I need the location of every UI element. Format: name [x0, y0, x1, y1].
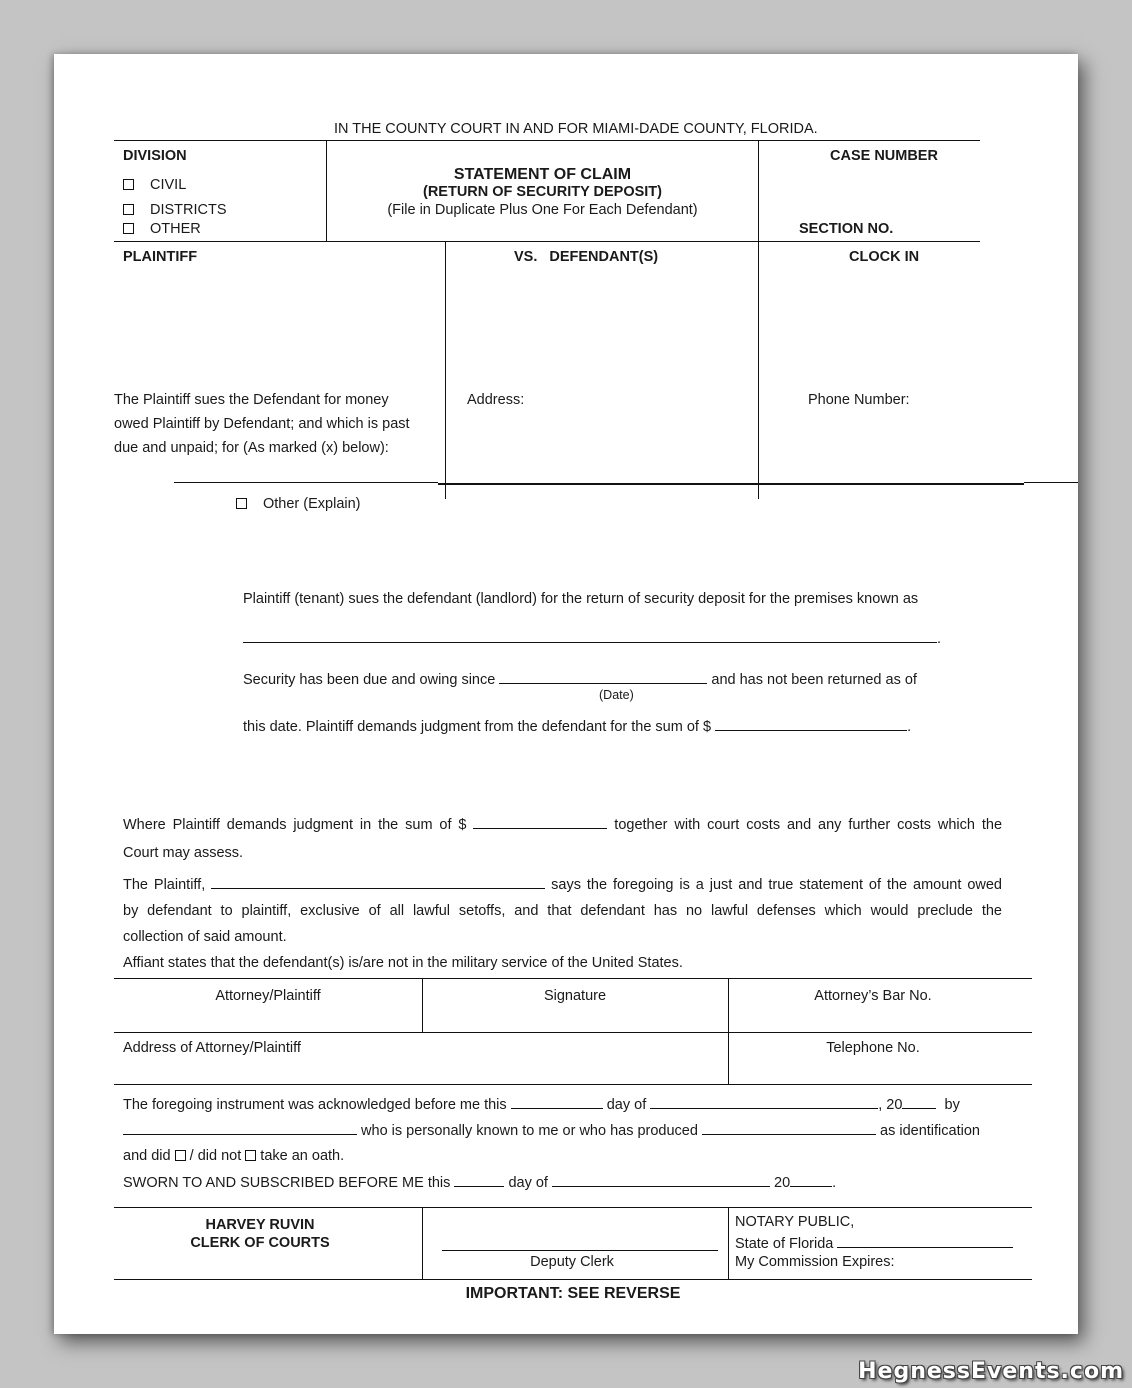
notary-line-1: The foregoing instrument was acknowledged before me this day of , 20 by	[123, 1097, 960, 1113]
demand-line-2: Court may assess.	[123, 845, 244, 861]
sworn-month-field[interactable]	[552, 1174, 770, 1187]
rule	[114, 241, 980, 242]
notary-line-3: and did / did not take an oath.	[123, 1148, 345, 1164]
notary-public-label: NOTARY PUBLIC,	[735, 1214, 855, 1230]
ack-month-field[interactable]	[650, 1096, 878, 1109]
division-label: DIVISION	[123, 148, 187, 164]
division-other[interactable]: OTHER	[123, 221, 201, 238]
date-field[interactable]	[499, 671, 707, 684]
plaintiff-label: PLAINTIFF	[123, 249, 198, 265]
phone-label: Phone Number:	[808, 392, 910, 408]
sues-text-1: The Plaintiff sues the Defendant for money	[114, 392, 389, 408]
claim-line-3: Security has been due and owing since and has not been returned as of	[243, 672, 917, 688]
plaintiff-line-1: The Plaintiff, says the foregoing is a just and true statement of the amount owed	[123, 877, 1002, 893]
telephone-label: Telephone No.	[826, 1040, 920, 1056]
checkbox-districts[interactable]	[123, 204, 134, 215]
clock-in-label: CLOCK IN	[849, 249, 920, 265]
bar-number-label: Attorney’s Bar No.	[814, 988, 932, 1004]
form-subtitle: (RETURN OF SECURITY DEPOSIT)	[423, 184, 662, 200]
deputy-signature-line[interactable]	[442, 1250, 718, 1251]
claim-line-1: Plaintiff (tenant) sues the defendant (landlord) for the return of security deposit for the premises known as	[243, 591, 919, 607]
premises-field[interactable]	[243, 630, 937, 643]
section-no-label: SECTION NO.	[799, 221, 894, 237]
rule	[174, 482, 438, 483]
important-notice: IMPORTANT: SEE REVERSE	[465, 1285, 681, 1302]
rule	[114, 1084, 1032, 1085]
checkbox-other[interactable]	[123, 223, 134, 234]
deputy-clerk-label: Deputy Clerk	[530, 1254, 614, 1270]
division-civil[interactable]: CIVIL	[123, 177, 186, 194]
checkbox-did-not[interactable]	[245, 1150, 256, 1161]
rule	[758, 140, 759, 242]
claim-line-4: this date. Plaintiff demands judgment from the defendant for the sum of $ .	[243, 719, 912, 735]
form-title: STATEMENT OF CLAIM	[453, 166, 632, 183]
other-explain-option[interactable]: Other (Explain)	[236, 496, 361, 513]
ack-year-field[interactable]	[902, 1096, 936, 1109]
watermark: HegnessEvents.com	[858, 1359, 1124, 1384]
signature-label: Signature	[543, 988, 607, 1004]
state-field[interactable]	[837, 1235, 1013, 1248]
sworn-day-field[interactable]	[454, 1174, 504, 1187]
defendant-label: VS. DEFENDANT(S)	[514, 249, 659, 265]
rule	[438, 483, 1024, 485]
checkbox-did[interactable]	[175, 1150, 186, 1161]
demand-sum-field[interactable]	[473, 816, 607, 829]
checkbox-other-explain[interactable]	[236, 498, 247, 509]
ack-id-field[interactable]	[702, 1122, 876, 1135]
demand-line-1: Where Plaintiff demands judgment in the sum of $ together with court costs and any further costs which the	[123, 817, 1003, 833]
sum-field[interactable]	[715, 718, 907, 731]
attorney-plaintiff-label: Attorney/Plaintiff	[215, 988, 321, 1004]
sues-text-2: owed Plaintiff by Defendant; and which is past	[114, 416, 410, 432]
notary-line-2: who is personally known to me or who has produced as identification	[123, 1122, 980, 1140]
case-number-label: CASE NUMBER	[830, 148, 938, 164]
attorney-address-label: Address of Attorney/Plaintiff	[123, 1040, 301, 1056]
clerk-title: CLERK OF COURTS	[190, 1235, 330, 1251]
sues-text-3: due and unpaid; for (As marked (x) below):	[114, 440, 389, 456]
plaintiff-line-3: collection of said amount.	[123, 929, 287, 945]
rule	[114, 1207, 1032, 1208]
plaintiff-line-2: by defendant to plaintiff, exclusive of all lawful setoffs, and that defendant has no lawful defenses which would preclude the	[123, 903, 1002, 919]
state-of-florida-line: State of Florida	[735, 1235, 1013, 1253]
rule	[445, 241, 446, 499]
plaintiff-name-field[interactable]	[211, 876, 545, 889]
sworn-line: SWORN TO AND SUBSCRIBED BEFORE ME this day of 20 .	[123, 1175, 837, 1191]
commission-expires-label: My Commission Expires:	[735, 1254, 895, 1270]
date-hint: (Date)	[599, 688, 634, 702]
sworn-year-field[interactable]	[790, 1174, 832, 1187]
rule	[758, 241, 759, 499]
form-page	[54, 54, 1078, 1334]
premises-line: .	[243, 630, 941, 648]
rule	[1024, 482, 1078, 483]
affiant-statement: Affiant states that the defendant(s) is/are not in the military service of the United States.	[123, 955, 683, 971]
rule	[728, 1207, 729, 1279]
rule	[114, 1032, 1032, 1033]
rule	[114, 140, 980, 141]
checkbox-civil[interactable]	[123, 179, 134, 190]
ack-person-field[interactable]	[123, 1122, 357, 1135]
rule	[114, 978, 1032, 979]
ack-day-field[interactable]	[511, 1096, 603, 1109]
division-districts[interactable]: DISTRICTS	[123, 202, 227, 219]
court-heading: IN THE COUNTY COURT IN AND FOR MIAMI-DADE COUNTY, FLORIDA.	[334, 121, 818, 137]
form-instruction: (File in Duplicate Plus One For Each Defendant)	[387, 202, 698, 218]
clerk-name: HARVEY RUVIN	[205, 1217, 315, 1233]
rule	[114, 1279, 1032, 1280]
address-label: Address:	[467, 392, 525, 408]
